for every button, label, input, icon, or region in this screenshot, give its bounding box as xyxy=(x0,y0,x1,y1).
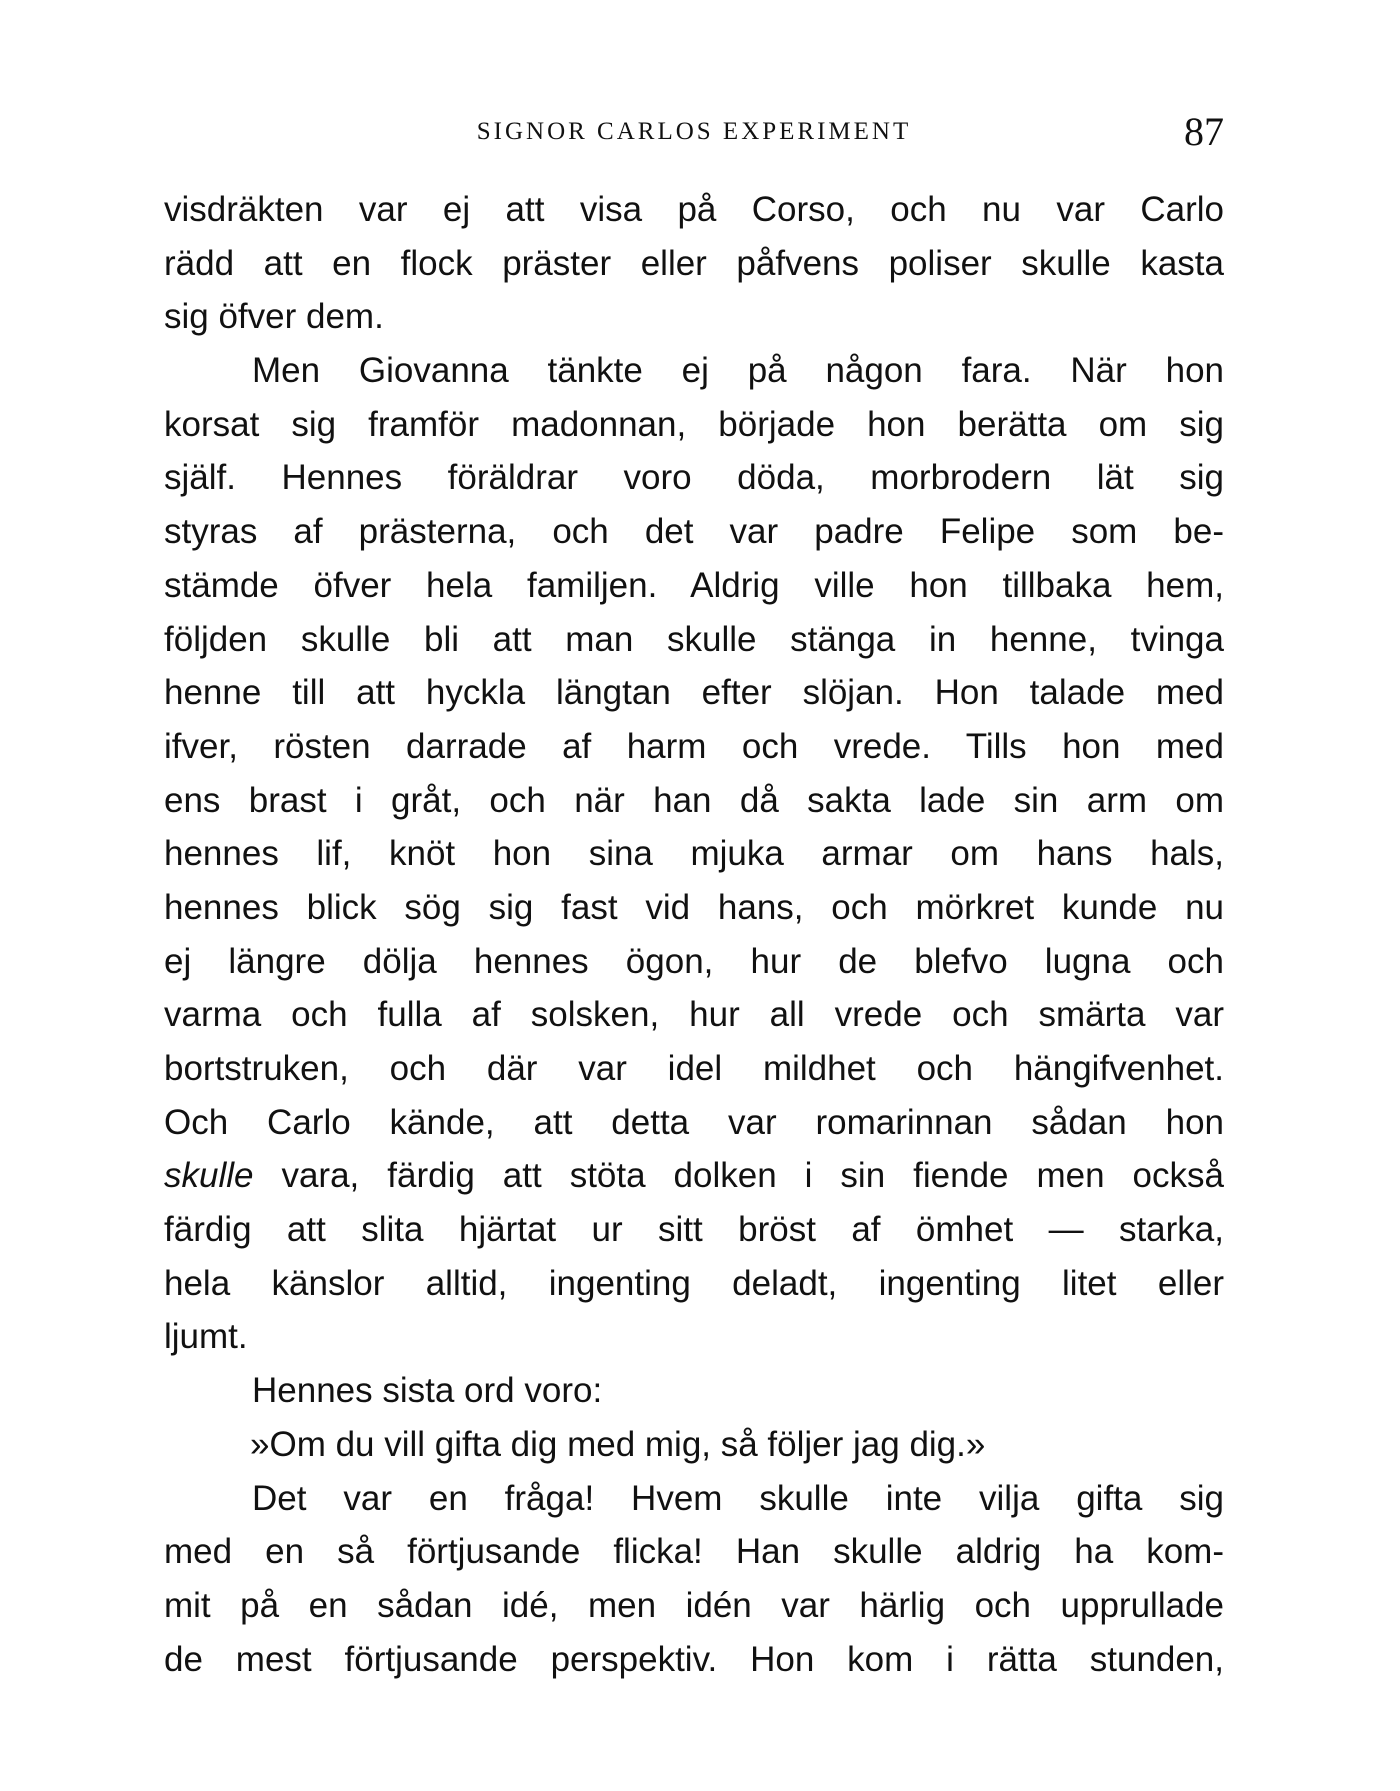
body-text xyxy=(164,183,1224,1686)
text-line: »Om du vill gifta dig med mig, så följer jag dig.» xyxy=(250,1424,986,1464)
text-line: henne till att hyckla längtan efter slöjan. Hon talade med xyxy=(164,673,1224,713)
text-line: bortstruken, och där var idel mildhet och hängifvenhet. xyxy=(164,1049,1224,1088)
text-line: sig öfver dem. xyxy=(164,297,384,337)
text-line: med en så förtjusande flicka! Han skulle aldrig ha kom- xyxy=(164,1532,1224,1572)
text-line: följden skulle bli att man skulle stänga in henne, tvinga xyxy=(164,619,1224,659)
text-line: hela känslor alltid, ingenting deladt, ingenting litet eller xyxy=(164,1263,1224,1303)
italic-word: skulle xyxy=(164,1156,254,1196)
text-line-rest: vara, färdig att stöta dolken i sin fiende men också xyxy=(281,1156,1224,1196)
text-line-with-italic xyxy=(164,1149,1224,1203)
text-line: hennes blick sög sig fast vid hans, och mörkret kunde nu xyxy=(164,887,1224,927)
text-line: ens brast i gråt, och när han då sakta lade sin arm om xyxy=(164,780,1224,820)
text-line: hennes lif, knöt hon sina mjuka armar om hans hals, xyxy=(164,834,1224,874)
running-title: SIGNOR CARLOS EXPERIMENT xyxy=(476,118,912,145)
text-line: Hennes sista ord voro: xyxy=(252,1371,603,1411)
text-line: de mest förtjusande perspektiv. Hon kom i rätta stunden, xyxy=(164,1639,1224,1679)
text-line: Det var en fråga! Hvem skulle inte vilja gifta sig xyxy=(252,1478,1224,1518)
text-line: Och Carlo kände, att detta var romarinnan sådan hon xyxy=(164,1102,1224,1142)
text-line: visdräkten var ej att visa på Corso, och nu var Carlo xyxy=(164,190,1224,229)
text-line: ljumt. xyxy=(164,1317,248,1357)
text-line: mit på en sådan idé, men idén var härlig och upprullade xyxy=(164,1585,1224,1625)
running-head xyxy=(164,108,1224,160)
text-line: styras af prästerna, och det var padre Felipe som be- xyxy=(164,512,1224,552)
text-line: korsat sig framför madonnan, började hon berätta om sig xyxy=(164,404,1224,444)
page-number: 87 xyxy=(1184,109,1224,154)
text-line: rädd att en flock präster eller påfvens poliser skulle kasta xyxy=(164,243,1224,283)
text-line: varma och fulla af solsken, hur all vrede och smärta var xyxy=(164,995,1224,1035)
text-line: ifver, rösten darrade af harm och vrede. Tills hon med xyxy=(164,726,1224,766)
text-line: själf. Hennes föräldrar voro döda, morbrodern lät sig xyxy=(164,458,1224,498)
text-line: färdig att slita hjärtat ur sitt bröst af ömhet — starka, xyxy=(164,1210,1224,1250)
text-line: Men Giovanna tänkte ej på någon fara. När hon xyxy=(252,351,1224,391)
text-line: ej längre dölja hennes ögon, hur de blefvo lugna och xyxy=(164,941,1224,981)
text-line: stämde öfver hela familjen. Aldrig ville hon tillbaka hem, xyxy=(164,565,1224,605)
